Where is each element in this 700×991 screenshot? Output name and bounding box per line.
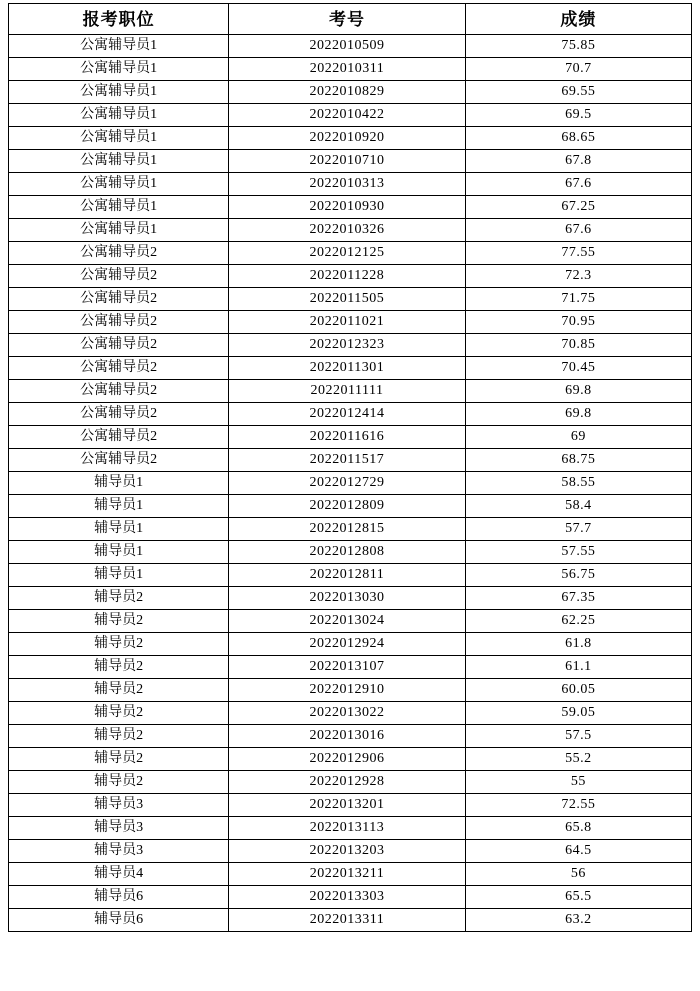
table-row [9, 449, 692, 472]
cell-score: 57.5 [465, 725, 691, 748]
cell-exam-number: 2022012808 [229, 541, 465, 564]
table-row [9, 725, 692, 748]
cell-position: 公寓辅导员1 [9, 81, 229, 104]
table-row [9, 150, 692, 173]
cell-position: 辅导员2 [9, 748, 229, 771]
cell-score: 72.55 [465, 794, 691, 817]
table-header-row [9, 4, 692, 35]
table-row [9, 495, 692, 518]
cell-exam-number: 2022012414 [229, 403, 465, 426]
cell-score: 61.1 [465, 656, 691, 679]
cell-score: 69.8 [465, 403, 691, 426]
table-row [9, 288, 692, 311]
cell-exam-number: 2022010326 [229, 219, 465, 242]
cell-score: 62.25 [465, 610, 691, 633]
cell-score: 69 [465, 426, 691, 449]
table-row [9, 357, 692, 380]
cell-position: 公寓辅导员2 [9, 288, 229, 311]
table-body [9, 35, 692, 932]
cell-exam-number: 2022012729 [229, 472, 465, 495]
table-row [9, 403, 692, 426]
cell-position: 辅导员2 [9, 610, 229, 633]
cell-exam-number: 2022010920 [229, 127, 465, 150]
cell-position: 公寓辅导员2 [9, 311, 229, 334]
cell-score: 61.8 [465, 633, 691, 656]
cell-position: 公寓辅导员2 [9, 449, 229, 472]
cell-position: 公寓辅导员1 [9, 196, 229, 219]
cell-exam-number: 2022011505 [229, 288, 465, 311]
cell-score: 58.55 [465, 472, 691, 495]
cell-position: 辅导员6 [9, 886, 229, 909]
cell-position: 辅导员3 [9, 794, 229, 817]
table-row [9, 564, 692, 587]
cell-score: 70.85 [465, 334, 691, 357]
cell-exam-number: 2022013303 [229, 886, 465, 909]
cell-exam-number: 2022011111 [229, 380, 465, 403]
cell-score: 57.55 [465, 541, 691, 564]
table-row [9, 196, 692, 219]
cell-exam-number: 2022010509 [229, 35, 465, 58]
score-table [8, 3, 692, 932]
cell-score: 67.25 [465, 196, 691, 219]
cell-score: 69.55 [465, 81, 691, 104]
cell-score: 69.8 [465, 380, 691, 403]
cell-exam-number: 2022010313 [229, 173, 465, 196]
cell-score: 60.05 [465, 679, 691, 702]
cell-exam-number: 2022010829 [229, 81, 465, 104]
cell-position: 公寓辅导员2 [9, 242, 229, 265]
cell-position: 辅导员3 [9, 840, 229, 863]
cell-exam-number: 2022011517 [229, 449, 465, 472]
column-header-exam-number: 考号 [229, 4, 465, 35]
cell-exam-number: 2022010710 [229, 150, 465, 173]
cell-position: 公寓辅导员1 [9, 58, 229, 81]
cell-score: 55 [465, 771, 691, 794]
table-row [9, 380, 692, 403]
table-row [9, 587, 692, 610]
cell-position: 公寓辅导员1 [9, 127, 229, 150]
cell-position: 辅导员2 [9, 656, 229, 679]
cell-score: 59.05 [465, 702, 691, 725]
cell-score: 67.6 [465, 219, 691, 242]
cell-exam-number: 2022010311 [229, 58, 465, 81]
cell-score: 69.5 [465, 104, 691, 127]
cell-score: 57.7 [465, 518, 691, 541]
table-row [9, 633, 692, 656]
cell-exam-number: 2022010930 [229, 196, 465, 219]
table-row [9, 863, 692, 886]
cell-score: 70.45 [465, 357, 691, 380]
cell-exam-number: 2022012811 [229, 564, 465, 587]
cell-position: 辅导员3 [9, 817, 229, 840]
cell-exam-number: 2022011228 [229, 265, 465, 288]
cell-score: 68.75 [465, 449, 691, 472]
cell-score: 63.2 [465, 909, 691, 932]
cell-exam-number: 2022013201 [229, 794, 465, 817]
cell-position: 辅导员1 [9, 564, 229, 587]
table-row [9, 886, 692, 909]
cell-exam-number: 2022013107 [229, 656, 465, 679]
cell-exam-number: 2022012928 [229, 771, 465, 794]
cell-exam-number: 2022012809 [229, 495, 465, 518]
cell-position: 辅导员1 [9, 495, 229, 518]
cell-exam-number: 2022012910 [229, 679, 465, 702]
cell-score: 71.75 [465, 288, 691, 311]
cell-exam-number: 2022012924 [229, 633, 465, 656]
cell-position: 公寓辅导员2 [9, 426, 229, 449]
cell-exam-number: 2022013022 [229, 702, 465, 725]
cell-score: 67.8 [465, 150, 691, 173]
table-header [9, 4, 692, 35]
table-row [9, 426, 692, 449]
table-row [9, 104, 692, 127]
cell-position: 辅导员1 [9, 472, 229, 495]
cell-position: 辅导员6 [9, 909, 229, 932]
cell-position: 公寓辅导员1 [9, 173, 229, 196]
table-row [9, 35, 692, 58]
table-row [9, 334, 692, 357]
cell-score: 67.35 [465, 587, 691, 610]
cell-score: 70.95 [465, 311, 691, 334]
cell-position: 公寓辅导员2 [9, 403, 229, 426]
cell-position: 公寓辅导员2 [9, 380, 229, 403]
cell-exam-number: 2022013211 [229, 863, 465, 886]
cell-exam-number: 2022011021 [229, 311, 465, 334]
cell-score: 75.85 [465, 35, 691, 58]
cell-score: 70.7 [465, 58, 691, 81]
cell-position: 公寓辅导员2 [9, 334, 229, 357]
cell-exam-number: 2022012815 [229, 518, 465, 541]
cell-exam-number: 2022013024 [229, 610, 465, 633]
cell-exam-number: 2022013203 [229, 840, 465, 863]
column-header-position: 报考职位 [9, 4, 229, 35]
cell-score: 55.2 [465, 748, 691, 771]
cell-position: 公寓辅导员1 [9, 35, 229, 58]
table-row [9, 840, 692, 863]
cell-score: 56 [465, 863, 691, 886]
cell-position: 公寓辅导员1 [9, 219, 229, 242]
cell-exam-number: 2022013030 [229, 587, 465, 610]
cell-score: 72.3 [465, 265, 691, 288]
table-row [9, 909, 692, 932]
cell-exam-number: 2022011301 [229, 357, 465, 380]
table-row [9, 794, 692, 817]
table-row [9, 748, 692, 771]
cell-score: 77.55 [465, 242, 691, 265]
table-row [9, 472, 692, 495]
cell-score: 68.65 [465, 127, 691, 150]
cell-exam-number: 2022012323 [229, 334, 465, 357]
cell-score: 67.6 [465, 173, 691, 196]
cell-exam-number: 2022013016 [229, 725, 465, 748]
table-row [9, 679, 692, 702]
table-row [9, 771, 692, 794]
table-row [9, 81, 692, 104]
cell-position: 辅导员2 [9, 725, 229, 748]
cell-position: 辅导员2 [9, 587, 229, 610]
cell-position: 辅导员1 [9, 518, 229, 541]
cell-exam-number: 2022013311 [229, 909, 465, 932]
table-row [9, 242, 692, 265]
table-row [9, 817, 692, 840]
table-row [9, 219, 692, 242]
cell-position: 辅导员1 [9, 541, 229, 564]
cell-position: 辅导员2 [9, 702, 229, 725]
column-header-score: 成绩 [465, 4, 691, 35]
cell-score: 64.5 [465, 840, 691, 863]
table-row [9, 518, 692, 541]
cell-exam-number: 2022010422 [229, 104, 465, 127]
table-row [9, 541, 692, 564]
cell-exam-number: 2022012906 [229, 748, 465, 771]
cell-score: 65.8 [465, 817, 691, 840]
table-row [9, 127, 692, 150]
cell-position: 辅导员4 [9, 863, 229, 886]
cell-exam-number: 2022012125 [229, 242, 465, 265]
cell-exam-number: 2022013113 [229, 817, 465, 840]
cell-position: 公寓辅导员2 [9, 357, 229, 380]
table-row [9, 610, 692, 633]
table-row [9, 265, 692, 288]
cell-position: 辅导员2 [9, 679, 229, 702]
cell-position: 公寓辅导员2 [9, 265, 229, 288]
cell-position: 公寓辅导员1 [9, 150, 229, 173]
cell-score: 65.5 [465, 886, 691, 909]
table-row [9, 702, 692, 725]
table-row [9, 656, 692, 679]
table-row [9, 58, 692, 81]
cell-position: 辅导员2 [9, 771, 229, 794]
cell-position: 辅导员2 [9, 633, 229, 656]
table-row [9, 311, 692, 334]
cell-position: 公寓辅导员1 [9, 104, 229, 127]
cell-score: 56.75 [465, 564, 691, 587]
cell-score: 58.4 [465, 495, 691, 518]
cell-exam-number: 2022011616 [229, 426, 465, 449]
table-row [9, 173, 692, 196]
